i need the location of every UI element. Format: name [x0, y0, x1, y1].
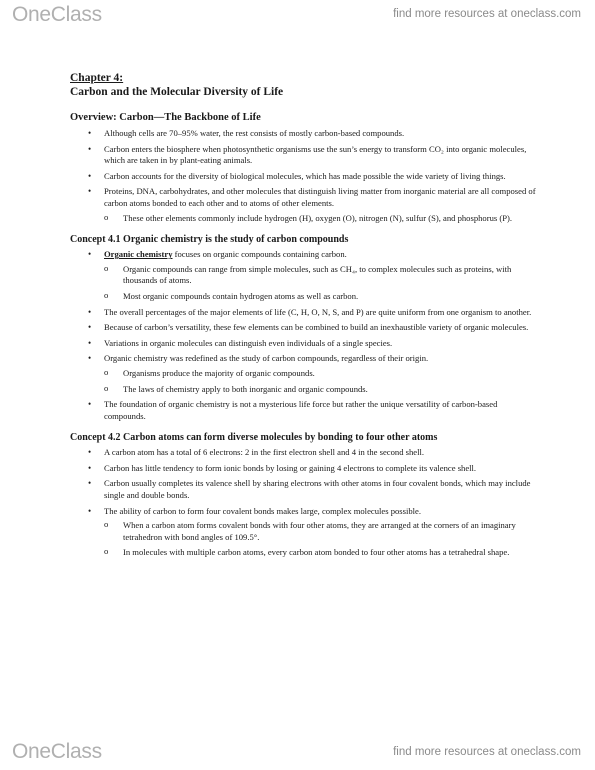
sub-list-item: o Organic compounds can range from simple molecules, such as CH₄, to complex molecules such as proteins, with thousands of atoms. [104, 264, 540, 287]
list-item [70, 249, 540, 302]
list-item: • Variations in organic molecules can distinguish even individuals of a single species. [70, 338, 540, 350]
list-item-text: Organic chemistry was redefined as the study of carbon compounds, regardless of their origin. [104, 353, 429, 364]
list-item [70, 186, 540, 224]
list-item: • Carbon has little tendency to form ionic bonds by losing or gaining 4 electrons to complete its valence shell. [70, 463, 540, 475]
list-item: • Carbon usually completes its valence shell by sharing electrons with other atoms in four covalent bonds, which may include single and double bonds. [70, 478, 540, 501]
page-header [0, 0, 595, 30]
list-item: • Although cells are 70–95% water, the rest consists of mostly carbon-based compounds. [70, 128, 540, 140]
overview-list [70, 128, 540, 224]
sub-list-item: o In molecules with multiple carbon atoms, every carbon atom bonded to four other atoms has a tetrahedral shape. [104, 547, 540, 559]
concept-4-1-heading: Concept 4.1 Organic chemistry is the study of carbon compounds [70, 234, 349, 246]
list-item: • A carbon atom has a total of 6 electrons: 2 in the first electron shell and 4 in the second shell. [70, 447, 540, 459]
list-item-text: focuses on organic compounds containing carbon. [172, 249, 347, 260]
list-item-text: The ability of carbon to form four covalent bonds makes large, complex molecules possible. [104, 505, 422, 516]
chapter-title: Carbon and the Molecular Diversity of Life [70, 86, 284, 98]
concept-4-2-list [70, 447, 540, 559]
key-term: Organic chemistry [104, 249, 173, 260]
list-item [70, 506, 540, 559]
sub-list-item: o Most organic compounds contain hydrogen atoms as well as carbon. [104, 291, 540, 303]
sub-list [104, 213, 540, 225]
document-body [70, 71, 540, 568]
sub-list-item: o These other elements commonly include hydrogen (H), oxygen (O), nitrogen (N), sulfur (S), and phosphorus (P). [104, 213, 540, 225]
list-item: • The overall percentages of the major elements of life (C, H, O, N, S, and P) are quite uniform from one organism to another. [70, 307, 540, 319]
list-item: • The foundation of organic chemistry is not a mysterious life force but rather the unique versatility of carbon-based compounds. [70, 399, 540, 422]
sub-list [104, 520, 540, 559]
find-resources-link[interactable]: find more resources at oneclass.com [393, 8, 581, 20]
sub-list-item: o The laws of chemistry apply to both inorganic and organic compounds. [104, 384, 540, 396]
sub-list [104, 368, 540, 395]
sub-list [104, 264, 540, 303]
find-resources-link-footer[interactable]: find more resources at oneclass.com [393, 746, 581, 758]
list-item [70, 353, 540, 395]
list-item: • Carbon enters the biosphere when photosynthetic organisms use the sun’s energy to transform CO₂ into organic molecules, which are taken in by plant-eating animals. [70, 144, 540, 167]
list-item: • Because of carbon’s versatility, these few elements can be combined to build an inexhaustible variety of organic molecules. [70, 322, 540, 334]
overview-heading: Overview: Carbon—The Backbone of Life [70, 112, 261, 123]
chapter-label: Chapter 4: [70, 72, 124, 84]
list-item-text: Proteins, DNA, carbohydrates, and other molecules that distinguish living matter from inorganic material are all composed of carbon atoms bonded to each other and to atoms of other elements. [104, 186, 536, 208]
sub-list-item: o Organisms produce the majority of organic compounds. [104, 368, 540, 380]
oneclass-logo-footer[interactable]: OneClass [12, 740, 102, 763]
concept-4-2-heading: Concept 4.2 Carbon atoms can form diverse molecules by bonding to four other atoms [70, 432, 438, 444]
list-item: • Carbon accounts for the diversity of biological molecules, which has made possible the wide variety of living things. [70, 171, 540, 183]
sub-list-item: o When a carbon atom forms covalent bonds with four other atoms, they are arranged at the corners of an imaginary tetrahedron with bond angles of 109.5°. [104, 520, 540, 543]
concept-4-1-list [70, 249, 540, 422]
oneclass-logo[interactable]: OneClass [12, 3, 102, 26]
